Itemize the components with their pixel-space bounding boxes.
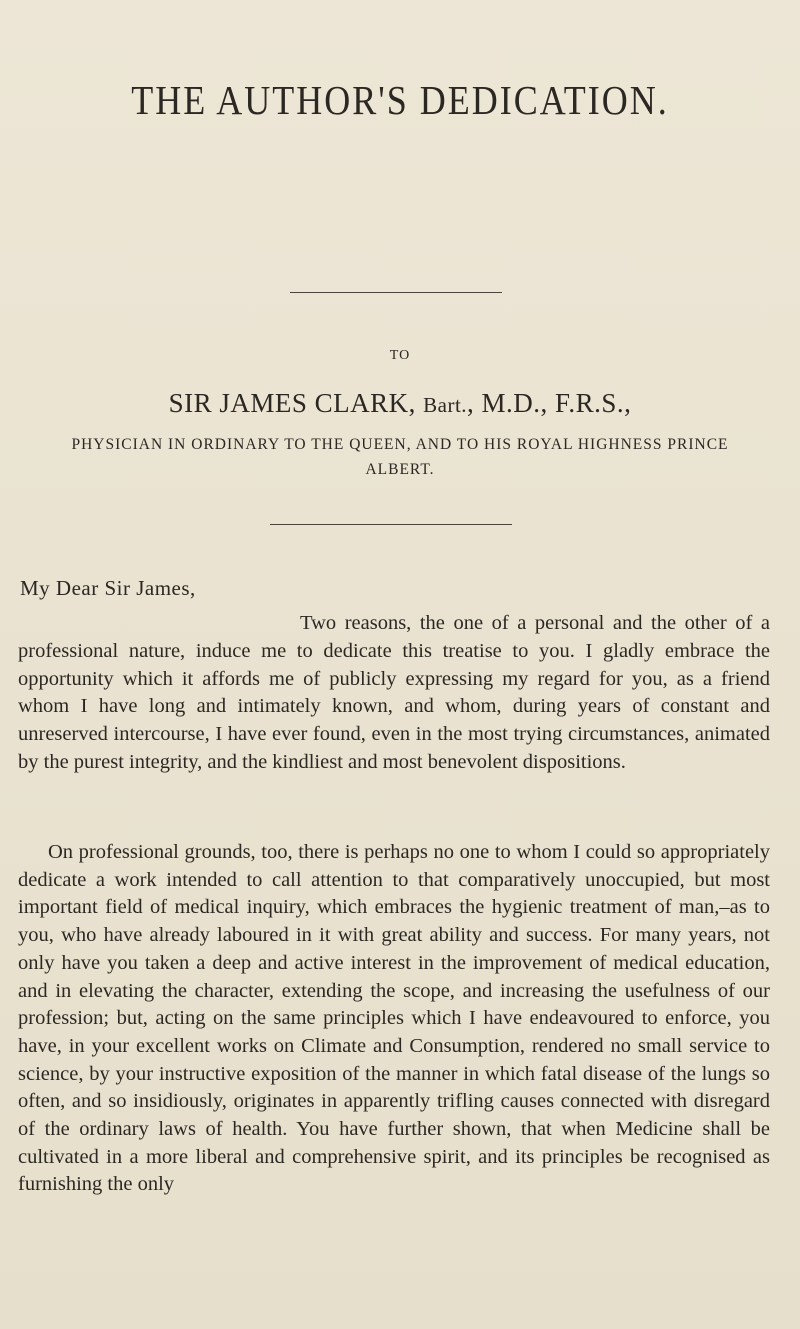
dedication-to: TO [389, 348, 411, 363]
dedicatee-office: PHYSICIAN IN ORDINARY TO THE QUEEN, AND TO HIS ROYAL HIGHNESS PRINCE ALBERT. [71, 436, 729, 478]
dedicatee-name-main: SIR JAMES CLARK, [168, 388, 424, 418]
section-divider [270, 524, 512, 525]
letter-salutation: My Dear Sir James, [20, 576, 196, 600]
dedicatee-degrees: , M.D., F.R.S., [467, 388, 632, 418]
page-title: THE AUTHOR'S DEDICATION. [131, 77, 669, 123]
dedicatee-title-baronet: Bart. [423, 393, 468, 417]
title-divider [290, 292, 502, 293]
letter-paragraph-2: On professional grounds, too, there is perhaps no one to whom I could so appropriately dedicate a work intended to call attention to that comparatively unoccupied, but most important field of medical inquiry, which embraces the hygienic treatment of man,–as to you, who have already laboured in it with great ability and success. For many years, not only have you taken a deep and active interest in the improvement of medical education, and in elevating the character, extending the scope, and increasing the usefulness of our profession; but, acting on the same principles which I have endeavoured to enforce, you have, in your excellent works on Climate and Consumption, rendered no small service to science, by your instructive exposition of the manner in which fatal disease of the lungs so often, and so insidiously, originates in apparently trifling causes connected with disregard of the ordinary laws of health. You have further shown, that when Medicine shall be cultivated in a more liberal and comprehensive spirit, and its principles be recognised as furnishing the only [18, 841, 770, 1196]
letter-paragraph-1: Two reasons, the one of a personal and the other of a professional nature, induce me to dedicate this treatise to you. I gladly embrace the opportunity which it affords me of publicly expressing my regard for you, as a friend whom I have long and intimately known, and whom, during years of constant and unreserved intercourse, I have ever found, even in the most trying circumstances, animated by the purest integrity, and the kindliest and most benevolent dispositions. [18, 612, 770, 773]
dedicatee-name [0, 388, 800, 419]
